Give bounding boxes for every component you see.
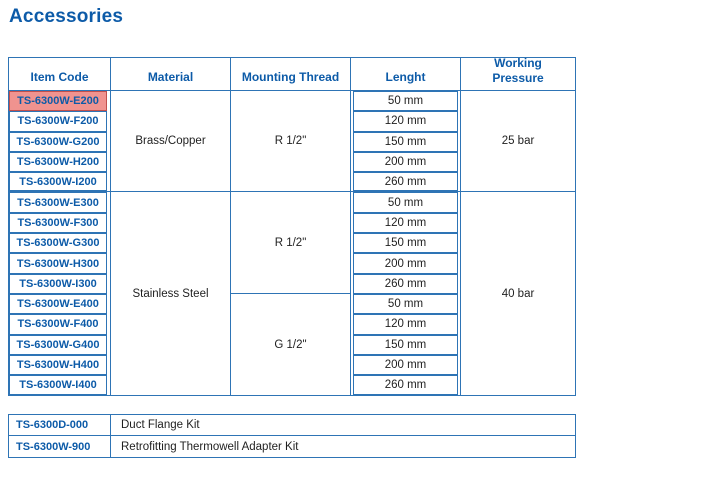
length-value: 50 mm [353, 91, 458, 111]
item-code: TS-6300W-H200 [9, 152, 107, 172]
length-value: 120 mm [353, 111, 458, 131]
header-label: Lenght [385, 70, 426, 84]
accessory-code-cell: TS-6300D-000 [9, 415, 111, 436]
length-value: 150 mm [353, 335, 458, 355]
item-code-cell [9, 253, 111, 273]
item-code: TS-6300W-F300 [9, 213, 107, 233]
thread-cell: R 1/2" [231, 192, 351, 293]
highlighted-item-code: TS-6300W-E200 [9, 91, 107, 111]
item-code-cell [9, 91, 111, 111]
length-value: 150 mm [353, 233, 458, 253]
item-code: TS-6300W-H400 [9, 355, 107, 375]
length-value: 120 mm [353, 314, 458, 334]
header-cell [231, 58, 351, 91]
header-label: Mounting Thread [241, 70, 340, 84]
header-cell [351, 58, 461, 91]
length-value: 120 mm [353, 213, 458, 233]
length-cell [351, 213, 461, 233]
length-cell [351, 355, 461, 375]
accessory-desc-cell: Retrofitting Thermowell Adapter Kit [121, 440, 299, 453]
item-code: TS-6300W-E300 [9, 192, 107, 212]
length-value: 150 mm [353, 132, 458, 152]
header-label: Working Pressure [492, 56, 544, 85]
header-label: Material [147, 70, 194, 84]
item-code-cell [9, 335, 111, 355]
length-cell [351, 111, 461, 131]
item-code-cell [9, 314, 111, 334]
item-code: TS-6300W-G400 [9, 335, 107, 355]
length-cell [351, 274, 461, 294]
item-code: TS-6300W-I200 [9, 172, 107, 191]
item-code-cell [9, 294, 111, 314]
item-code: TS-6300W-E400 [9, 294, 107, 314]
pressure-cell: 25 bar [461, 91, 575, 192]
length-value: 200 mm [353, 355, 458, 375]
item-code: TS-6300W-I300 [9, 274, 107, 294]
page-title: Accessories [9, 6, 124, 27]
item-code: TS-6300W-G300 [9, 233, 107, 253]
length-value: 260 mm [353, 375, 458, 395]
length-value: 50 mm [353, 192, 458, 212]
item-code: TS-6300W-H300 [9, 253, 107, 273]
item-code: TS-6300W-G200 [9, 132, 107, 152]
header-cell [9, 58, 111, 91]
length-cell [351, 253, 461, 273]
thread-cell: R 1/2" [231, 91, 351, 192]
length-cell [351, 192, 461, 212]
thread-cell: G 1/2" [231, 294, 351, 395]
length-cell [351, 375, 461, 395]
item-code: TS-6300W-I400 [9, 375, 107, 395]
item-code-cell [9, 172, 111, 192]
length-cell [351, 152, 461, 172]
length-value: 200 mm [353, 152, 458, 172]
length-value: 260 mm [353, 274, 458, 294]
header-cell [461, 58, 575, 91]
header-cell [111, 58, 231, 91]
length-cell [351, 233, 461, 253]
length-cell [351, 335, 461, 355]
item-code-cell [9, 233, 111, 253]
length-value: 260 mm [353, 172, 458, 191]
item-code: TS-6300W-F200 [9, 111, 107, 131]
accessory-code-cell: TS-6300W-900 [9, 436, 111, 457]
item-code-cell [9, 192, 111, 212]
accessories-table [8, 57, 576, 396]
accessory-desc-cell: Duct Flange Kit [111, 415, 575, 436]
length-cell [351, 314, 461, 334]
material-cell: Stainless Steel [111, 192, 231, 395]
item-code-cell [9, 132, 111, 152]
item-code-cell [9, 355, 111, 375]
length-cell [351, 132, 461, 152]
length-value: 50 mm [353, 294, 458, 314]
item-code: TS-6300W-F400 [9, 314, 107, 334]
length-cell [351, 91, 461, 111]
length-cell [351, 172, 461, 192]
item-code-cell [9, 152, 111, 172]
header-label: Item Code [30, 70, 89, 84]
accessory-kits-table [8, 414, 576, 458]
item-code-cell [9, 213, 111, 233]
item-code-cell [9, 375, 111, 395]
material-cell: Brass/Copper [111, 91, 231, 192]
item-code-cell [9, 274, 111, 294]
item-code-cell [9, 111, 111, 131]
length-value: 200 mm [353, 253, 458, 273]
pressure-cell: 40 bar [501, 287, 535, 300]
length-cell [351, 294, 461, 314]
